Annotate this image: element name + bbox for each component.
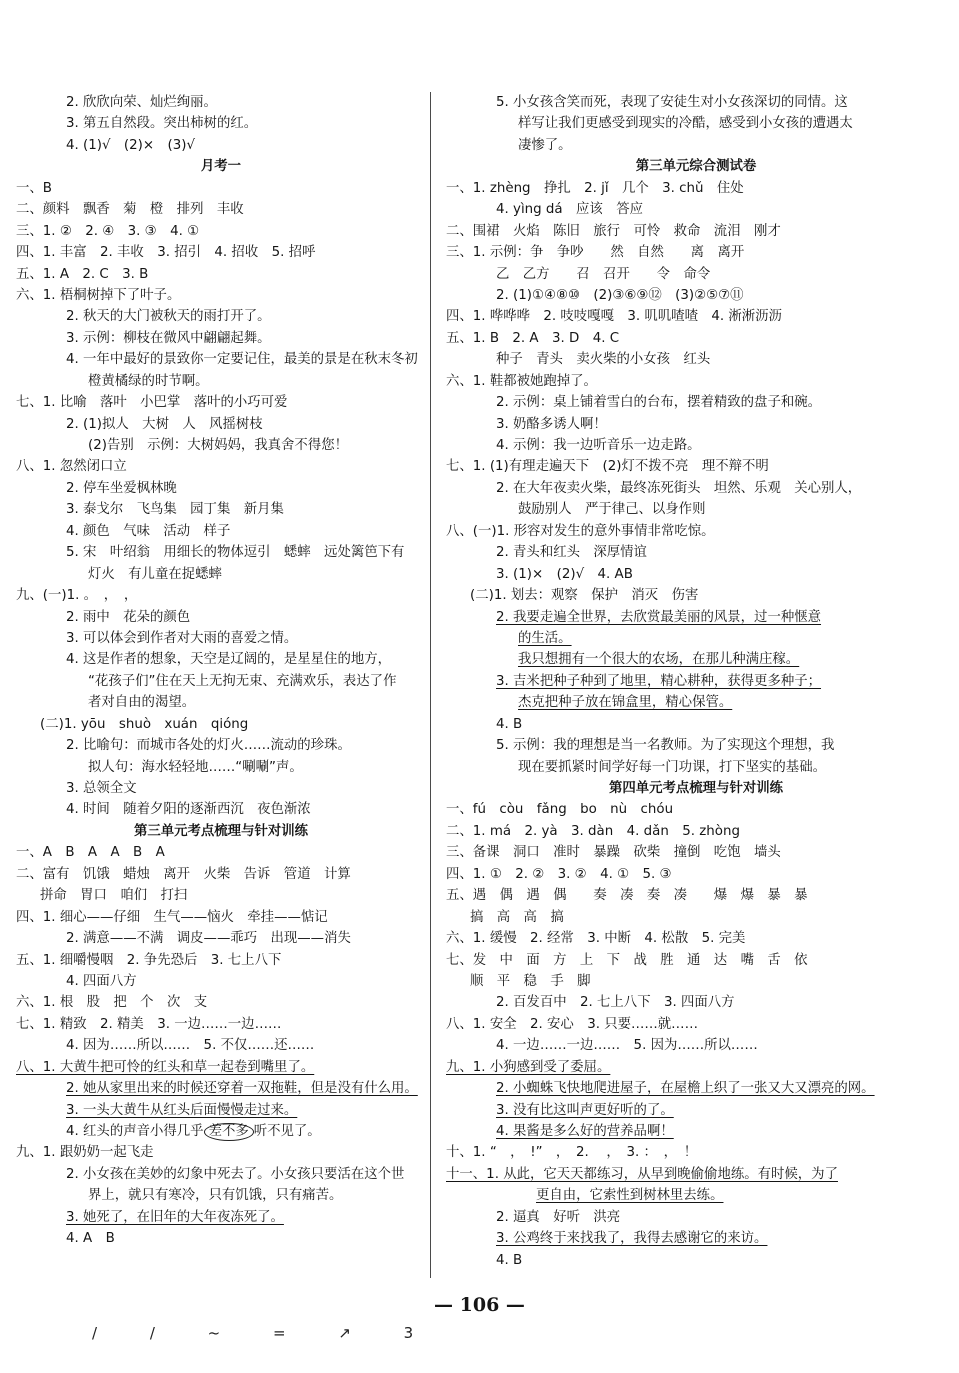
- answer-line: 2. 满意——不满 调皮——乖巧 出现——消失: [66, 931, 351, 947]
- answer-line: 的生活。: [518, 630, 572, 646]
- answer-line: “花孩子们”住在天上无拘无束、充满欢乐，表达了作: [88, 673, 397, 689]
- answer-line: 八、(一)1. 形容对发生的意外事情非常吃惊。: [446, 523, 715, 539]
- answer-line: 样写让我们更感受到现实的冷酷，感受到小女孩的遭遇太: [518, 116, 853, 132]
- answer-line: 4. B: [496, 1252, 523, 1268]
- answer-line: 鼓励别人 严于律己、以身作则: [518, 502, 706, 518]
- column-divider: [430, 92, 431, 1278]
- answer-line: 5. 小女孩含笑而死，表现了安徒生对小女孩深切的同情。这: [496, 95, 848, 110]
- answer-line: 3. 第五自然段。突出柿树的红。: [66, 116, 258, 132]
- answer-line: 4. 因为……所以…… 5. 不仅……还……: [66, 1038, 315, 1054]
- answer-line: 3. 泰戈尔 飞鸟集 园丁集 新月集: [66, 502, 284, 518]
- answer-line: 4. 时间 随着夕阳的逐渐西沉 夜色渐浓: [66, 802, 311, 818]
- answer-line: 一、A B A A B A: [16, 845, 165, 861]
- answer-line: 3. 可以体会到作者对大雨的喜爱之情。: [66, 630, 298, 646]
- answer-line: 七、发 中 面 方 上 下 战 胜 通 达 嘴 舌 依: [446, 952, 808, 968]
- answer-line: 4. 一年中最好的景致你一定要记住，最美的景是在秋末冬初: [66, 352, 418, 368]
- answer-line: 4. B: [496, 716, 523, 732]
- answer-line: 3. 公鸡终于来找我了，我得去感谢它的来访。: [496, 1231, 768, 1247]
- answer-line: 顺 平 稳 手 脚: [470, 973, 591, 989]
- answer-line: 六、1. 缓慢 2. 经常 3. 中断 4. 松散 5. 完美: [446, 931, 746, 947]
- answer-line: 2. (1)拟人 大树 人 风摇树枝: [66, 416, 263, 432]
- answer-line: 更自由，它索性到树林里去练。: [536, 1188, 724, 1204]
- answer-line: 三、1. 示例：争 争吵 然 自然 离 离开: [446, 245, 745, 261]
- answer-line: 3. (1)× (2)√ 4. AB: [496, 566, 633, 582]
- answer-line: 3. 吉米把种子种到了地里，精心耕种，获得更多种子；: [496, 673, 822, 689]
- answer-line: 我只想拥有一个很大的农场，在那儿种满庄稼。: [518, 652, 800, 668]
- section-title: 第三单元综合测试卷: [635, 159, 757, 175]
- answer-line: 九、1. 小狗感到受了委屈。: [446, 1059, 611, 1075]
- page-number: — 106 —: [434, 1294, 525, 1316]
- answer-line: 4. yìng dá 应该 答应: [496, 202, 643, 218]
- answer-line: 一、B: [16, 180, 52, 196]
- answer-line: 拼命 胃口 咱们 打扫: [40, 888, 188, 904]
- answer-line: 三、1. ② 2. ④ 3. ③ 4. ①: [16, 223, 200, 239]
- answer-line: (二)1. 划去：观察 保护 消灭 伤害: [470, 588, 699, 604]
- answer-line: 2. 比喻句：而城市各处的灯火……流动的珍珠。: [66, 738, 351, 754]
- answer-line: (2)告别 示例：大树妈妈，我真舍不得您！: [88, 438, 348, 453]
- answer-line: 六、1. 鞋都被她跑掉了。: [446, 373, 597, 389]
- answer-line: 3. 奶酪多诱人啊！: [496, 416, 607, 432]
- answer-line: 2. 欣欣向荣、灿烂绚丽。: [66, 95, 217, 110]
- answer-line: 十一、1. 从此，它天天都练习，从早到晚偷偷地练。有时候，为了: [446, 1166, 838, 1182]
- answer-line: 八、1. 忽然闭口立: [16, 459, 127, 475]
- answer-line: 五、1. B 2. A 3. D 4. C: [446, 330, 620, 346]
- section-title: 第四单元考点梳理与针对训练: [608, 781, 784, 796]
- answer-line: 2. 小蜘蛛飞快地爬进屋子，在屋檐上织了一张又大又漂亮的网。: [496, 1081, 875, 1097]
- answer-line: 3. 示例：柳枝在微风中翩翩起舞。: [66, 330, 271, 346]
- answer-line: 六、1. 梧桐树掉下了叶子。: [16, 287, 181, 303]
- answer-line: 五、遇 偶 遇 偶 奏 凑 奏 凑 爆 爆 暴 暴: [446, 888, 808, 904]
- answer-line: 七、1. 精致 2. 精美 3. 一边……一边……: [16, 1016, 282, 1032]
- answer-line: 4. 一边……一边…… 5. 因为……所以……: [496, 1038, 758, 1054]
- answer-line: 4. A B: [66, 1231, 115, 1247]
- answer-line: 四、1. 哗哗哗 2. 吱吱嘎嘎 3. 叽叽喳喳 4. 淅淅沥沥: [446, 309, 782, 325]
- answer-line: 种子 青头 卖火柴的小女孩 红头: [496, 352, 711, 368]
- answer-line: 二、1. má 2. yà 3. dàn 4. dǎn 5. zhòng: [446, 823, 740, 839]
- answer-line: 3. 她死了，在旧年的大年夜冻死了。: [66, 1209, 284, 1225]
- answer-line: 一、1. zhèng 挣扎 2. jǐ 几个 3. chǔ 住处: [446, 180, 744, 196]
- answer-line: 2. 我要走遍全世界，去欣赏最美丽的风景，过一种惬意: [496, 609, 822, 625]
- answer-line: 4. (1)√ (2)× (3)√: [66, 137, 196, 153]
- answer-line: 3. 没有比这叫声更好听的了。: [496, 1102, 674, 1118]
- answer-line: 三、备课 洞口 准时 暴躁 砍柴 撞倒 吃饱 墙头: [446, 845, 781, 861]
- answer-line: 2. 青头和红头 深厚情谊: [496, 545, 647, 561]
- answer-line: 灯火 有儿童在捉蟋蟀: [88, 566, 222, 582]
- answer-line: 2. 小女孩在美妙的幻象中死去了。小女孩只要活在这个世: [66, 1166, 405, 1182]
- answer-line: 凄惨了。: [518, 137, 572, 153]
- answer-line: 一、fú còu fǎng bo nù chóu: [446, 802, 674, 818]
- answer-line: 九、1. 跟奶奶一起飞走: [16, 1145, 154, 1161]
- section-title: 第三单元考点梳理与针对训练: [133, 823, 309, 839]
- answer-line: 3. 总领全文: [66, 781, 137, 796]
- bottom-handwritten-marks: / / ~ = ↗ 3: [92, 1324, 438, 1342]
- answer-line: 二、颜料 飘香 菊 橙 排列 丰收: [16, 202, 244, 218]
- watermark-logo: [786, 1300, 956, 1372]
- answer-line: 四、1. 细心——仔细 生气——恼火 牵挂——惦记: [16, 909, 328, 925]
- answer-line: 2. 逼真 好听 洪亮: [496, 1209, 621, 1225]
- answer-line: 五、1. 细嚼慢咽 2. 争先恐后 3. 七上八下: [16, 952, 282, 968]
- right-answer-column: [446, 92, 946, 1271]
- answer-line: 八、1. 大黄牛把可怜的红头和草一起卷到嘴里了。: [16, 1059, 315, 1075]
- answer-line: 十、1. “ ， !” ， 2. ， 3. ： ， ！: [446, 1145, 698, 1161]
- answer-line: 4. 这是作者的想象，天空是辽阔的，是星星住的地方，: [66, 652, 392, 668]
- answer-line: 四、1. 丰富 2. 丰收 3. 招引 4. 招收 5. 招呼: [16, 245, 316, 261]
- answer-line: 二、富有 饥饿 蜡烛 离开 火柴 告诉 管道 计算: [16, 866, 351, 882]
- answer-line: 现在要抓紧时间学好每一门功课，打下坚实的基础。: [518, 759, 826, 775]
- answer-line: 4. 果酱是多么好的营养品啊！: [496, 1124, 674, 1139]
- answer-line: 杰克把种子放在锦盒里，精心保管。: [518, 695, 733, 711]
- answer-line: 者对自由的渴望。: [88, 695, 196, 711]
- answer-line: 5. 示例：我的理想是当一名教师。为了实现这个理想，我: [496, 738, 835, 754]
- answer-line: 2. 雨中 花朵的颜色: [66, 609, 191, 625]
- answer-line: 4. 红头的声音小得几乎 差不多 听不见了。: [66, 1124, 321, 1139]
- answer-line: 二、围裙 火焰 陈旧 旅行 可怜 救命 流泪 刚才: [446, 223, 781, 239]
- answer-line: 四、1. ① 2. ② 3. ② 4. ① 5. ③: [446, 866, 672, 882]
- answer-line: 2. 示例：桌上铺着雪白的台布，摆着精致的盘子和碗。: [496, 395, 822, 411]
- answer-line: 五、1. A 2. C 3. B: [16, 266, 149, 282]
- answer-line: 4. 颜色 气味 活动 样子: [66, 523, 231, 539]
- answer-line: 乙 乙方 召 召开 令 命令: [496, 266, 711, 282]
- answer-line: 2. 她从家里出来的时候还穿着一双拖鞋，但是没有什么用。: [66, 1081, 418, 1097]
- answer-line: 3. 一头大黄牛从红头后面慢慢走过来。: [66, 1102, 298, 1118]
- answer-line: 2. 停车坐爱枫林晚: [66, 480, 177, 496]
- left-answer-column: [16, 92, 426, 1250]
- answer-line: 七、1. (1)有理走遍天下 (2)灯不拨不亮 理不辩不明: [446, 459, 769, 475]
- answer-line: 2. (1)①④⑧⑩ (2)③⑥⑨⑫ (3)②⑤⑦⑪: [496, 287, 744, 303]
- answer-line: 七、1. 比喻 落叶 小巴掌 落叶的小巧可爱: [16, 395, 288, 411]
- answer-line: 4. 四面八方: [66, 973, 137, 989]
- answer-line: 5. 宋 叶绍翁 用细长的物体逗引 蟋蟀 远处篱笆下有: [66, 545, 405, 561]
- answer-line: 界上，就只有寒冷，只有饥饿，只有痛苦。: [88, 1188, 343, 1204]
- answer-line: 2. 百发百中 2. 七上八下 3. 四面八方: [496, 995, 735, 1011]
- answer-line: (二)1. yōu shuò xuán qióng: [40, 716, 249, 732]
- circled-word: 差不多: [204, 1123, 254, 1141]
- answer-line: 搞 高 高 搞: [470, 909, 564, 925]
- section-title: 月考一: [200, 159, 242, 175]
- answer-line: 八、1. 安全 2. 安心 3. 只要……就……: [446, 1016, 698, 1032]
- answer-line: 橙黄橘绿的时节啊。: [88, 373, 209, 389]
- answer-line: 拟人句：海水轻轻地……“唰唰”声。: [88, 759, 303, 775]
- answer-line: 六、1. 根 股 把 个 次 支: [16, 995, 208, 1011]
- answer-line: 2. 秋天的大门被秋天的雨打开了。: [66, 309, 271, 325]
- answer-line: 九、(一)1. 。 ， ，: [16, 588, 138, 604]
- answer-line: 2. 在大年夜卖火柴，最终冻死街头 坦然、乐观 关心别人，: [496, 480, 862, 496]
- answer-line: 4. 示例：我一边听音乐一边走路。: [496, 438, 701, 453]
